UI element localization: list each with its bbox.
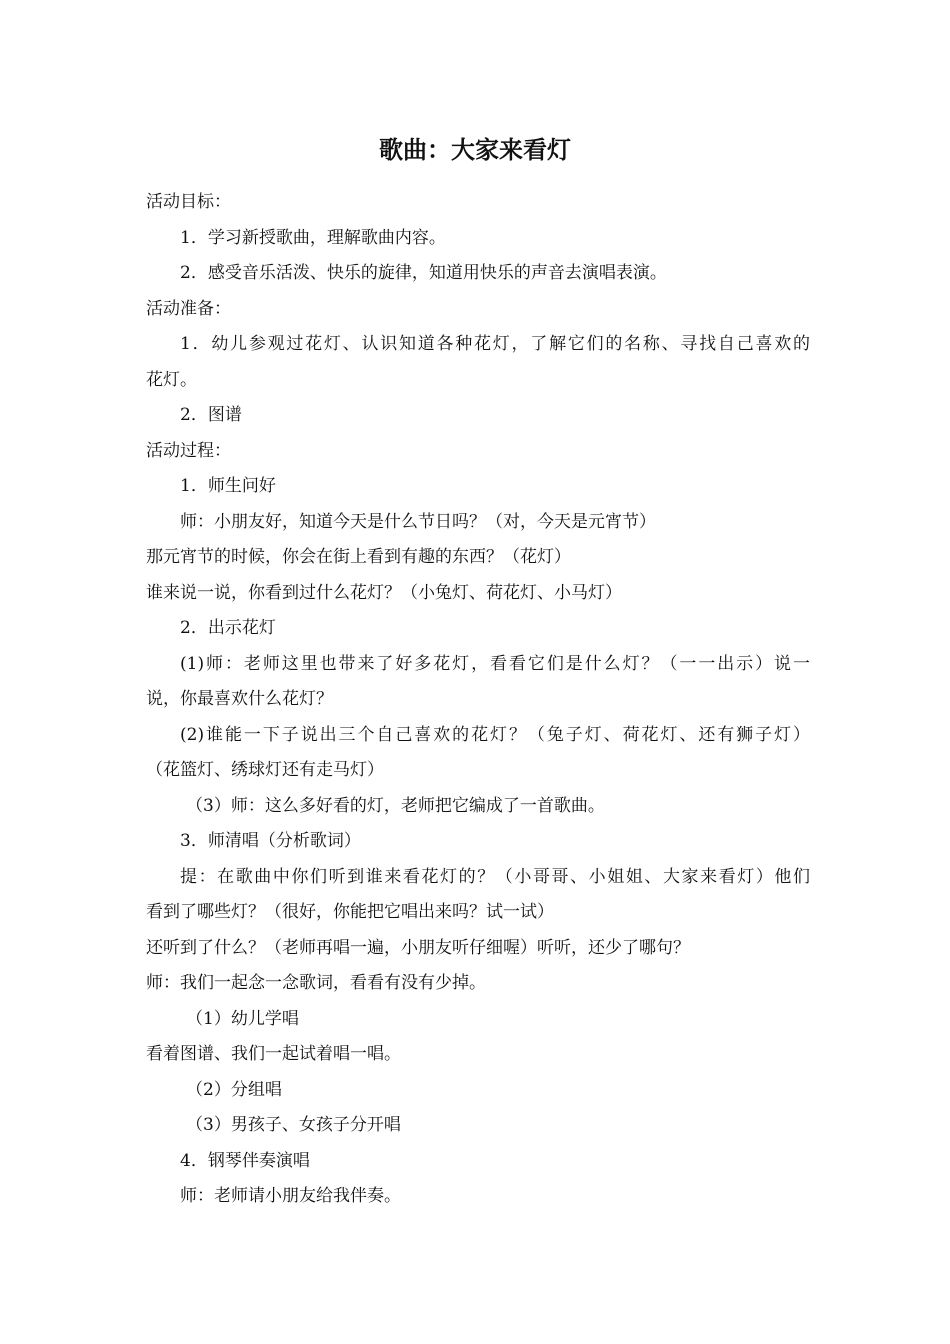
text-line: （3）男孩子、女孩子分开唱 bbox=[186, 1115, 401, 1135]
text-line: （2）分组唱 bbox=[186, 1079, 282, 1100]
preparation-item-2: 2．图谱 bbox=[180, 405, 242, 425]
goal-item-2: 2．感受音乐活泼、快乐的旋律，知道用快乐的声音去演唱表演。 bbox=[180, 263, 667, 283]
section-heading-process: 活动过程： bbox=[146, 440, 231, 461]
text-line: （3）师：这么多好看的灯，老师把它编成了一首歌曲。 bbox=[186, 795, 605, 816]
text-line: 还听到了什么？（老师再唱一遍，小朋友听仔细喔）听听，还少了哪句？ bbox=[146, 937, 690, 958]
text-line: （1）幼儿学唱 bbox=[186, 1008, 299, 1029]
text-line: 师：老师请小朋友给我伴奏。 bbox=[180, 1186, 401, 1206]
process-step-3: 3．师清唱（分析歌词） bbox=[180, 831, 361, 851]
section-heading-preparation: 活动准备： bbox=[146, 298, 231, 319]
text-line: (2)谁能一下子说出三个自己喜欢的花灯？（兔子灯、荷花灯、还有狮子灯） bbox=[180, 724, 810, 745]
text-line: 那元宵节的时候，你会在街上看到有趣的东西？（花灯） bbox=[146, 547, 571, 567]
process-step-2: 2．出示花灯 bbox=[180, 618, 276, 638]
text-line: 说，你最喜欢什么花灯？ bbox=[146, 689, 333, 709]
text-line: （花篮灯、绣球灯还有走马灯） bbox=[146, 760, 384, 780]
document-body bbox=[146, 185, 810, 1215]
text-line: 看到了哪些灯？（很好，你能把它唱出来吗？试一试） bbox=[146, 902, 554, 922]
preparation-item-1-cont: 花灯。 bbox=[146, 369, 197, 390]
goal-item-1: 1．学习新授歌曲，理解歌曲内容。 bbox=[180, 227, 446, 248]
text-line: 师：我们一起念一念歌词，看看有没有少掉。 bbox=[146, 973, 486, 993]
preparation-item-1: 1．幼儿参观过花灯、认识知道各种花灯，了解它们的名称、寻找自己喜欢的 bbox=[180, 334, 810, 354]
text-line: 师：小朋友好，知道今天是什么节日吗？（对，今天是元宵节） bbox=[180, 511, 656, 532]
document-title: 歌曲：大家来看灯 bbox=[379, 136, 571, 164]
text-line: 谁来说一说，你看到过什么花灯？（小兔灯、荷花灯、小马灯） bbox=[146, 582, 622, 603]
process-step-1: 1．师生问好 bbox=[180, 476, 276, 496]
text-line: (1)师：老师这里也带来了好多花灯，看看它们是什么灯？（一一出示）说一 bbox=[180, 653, 810, 674]
process-step-4: 4．钢琴伴奏演唱 bbox=[180, 1150, 310, 1171]
text-line: 看着图谱、我们一起试着唱一唱。 bbox=[146, 1044, 401, 1064]
text-line: 提：在歌曲中你们听到谁来看花灯的？（小哥哥、小姐姐、大家来看灯）他们 bbox=[180, 866, 810, 887]
section-heading-goals: 活动目标： bbox=[146, 192, 231, 212]
